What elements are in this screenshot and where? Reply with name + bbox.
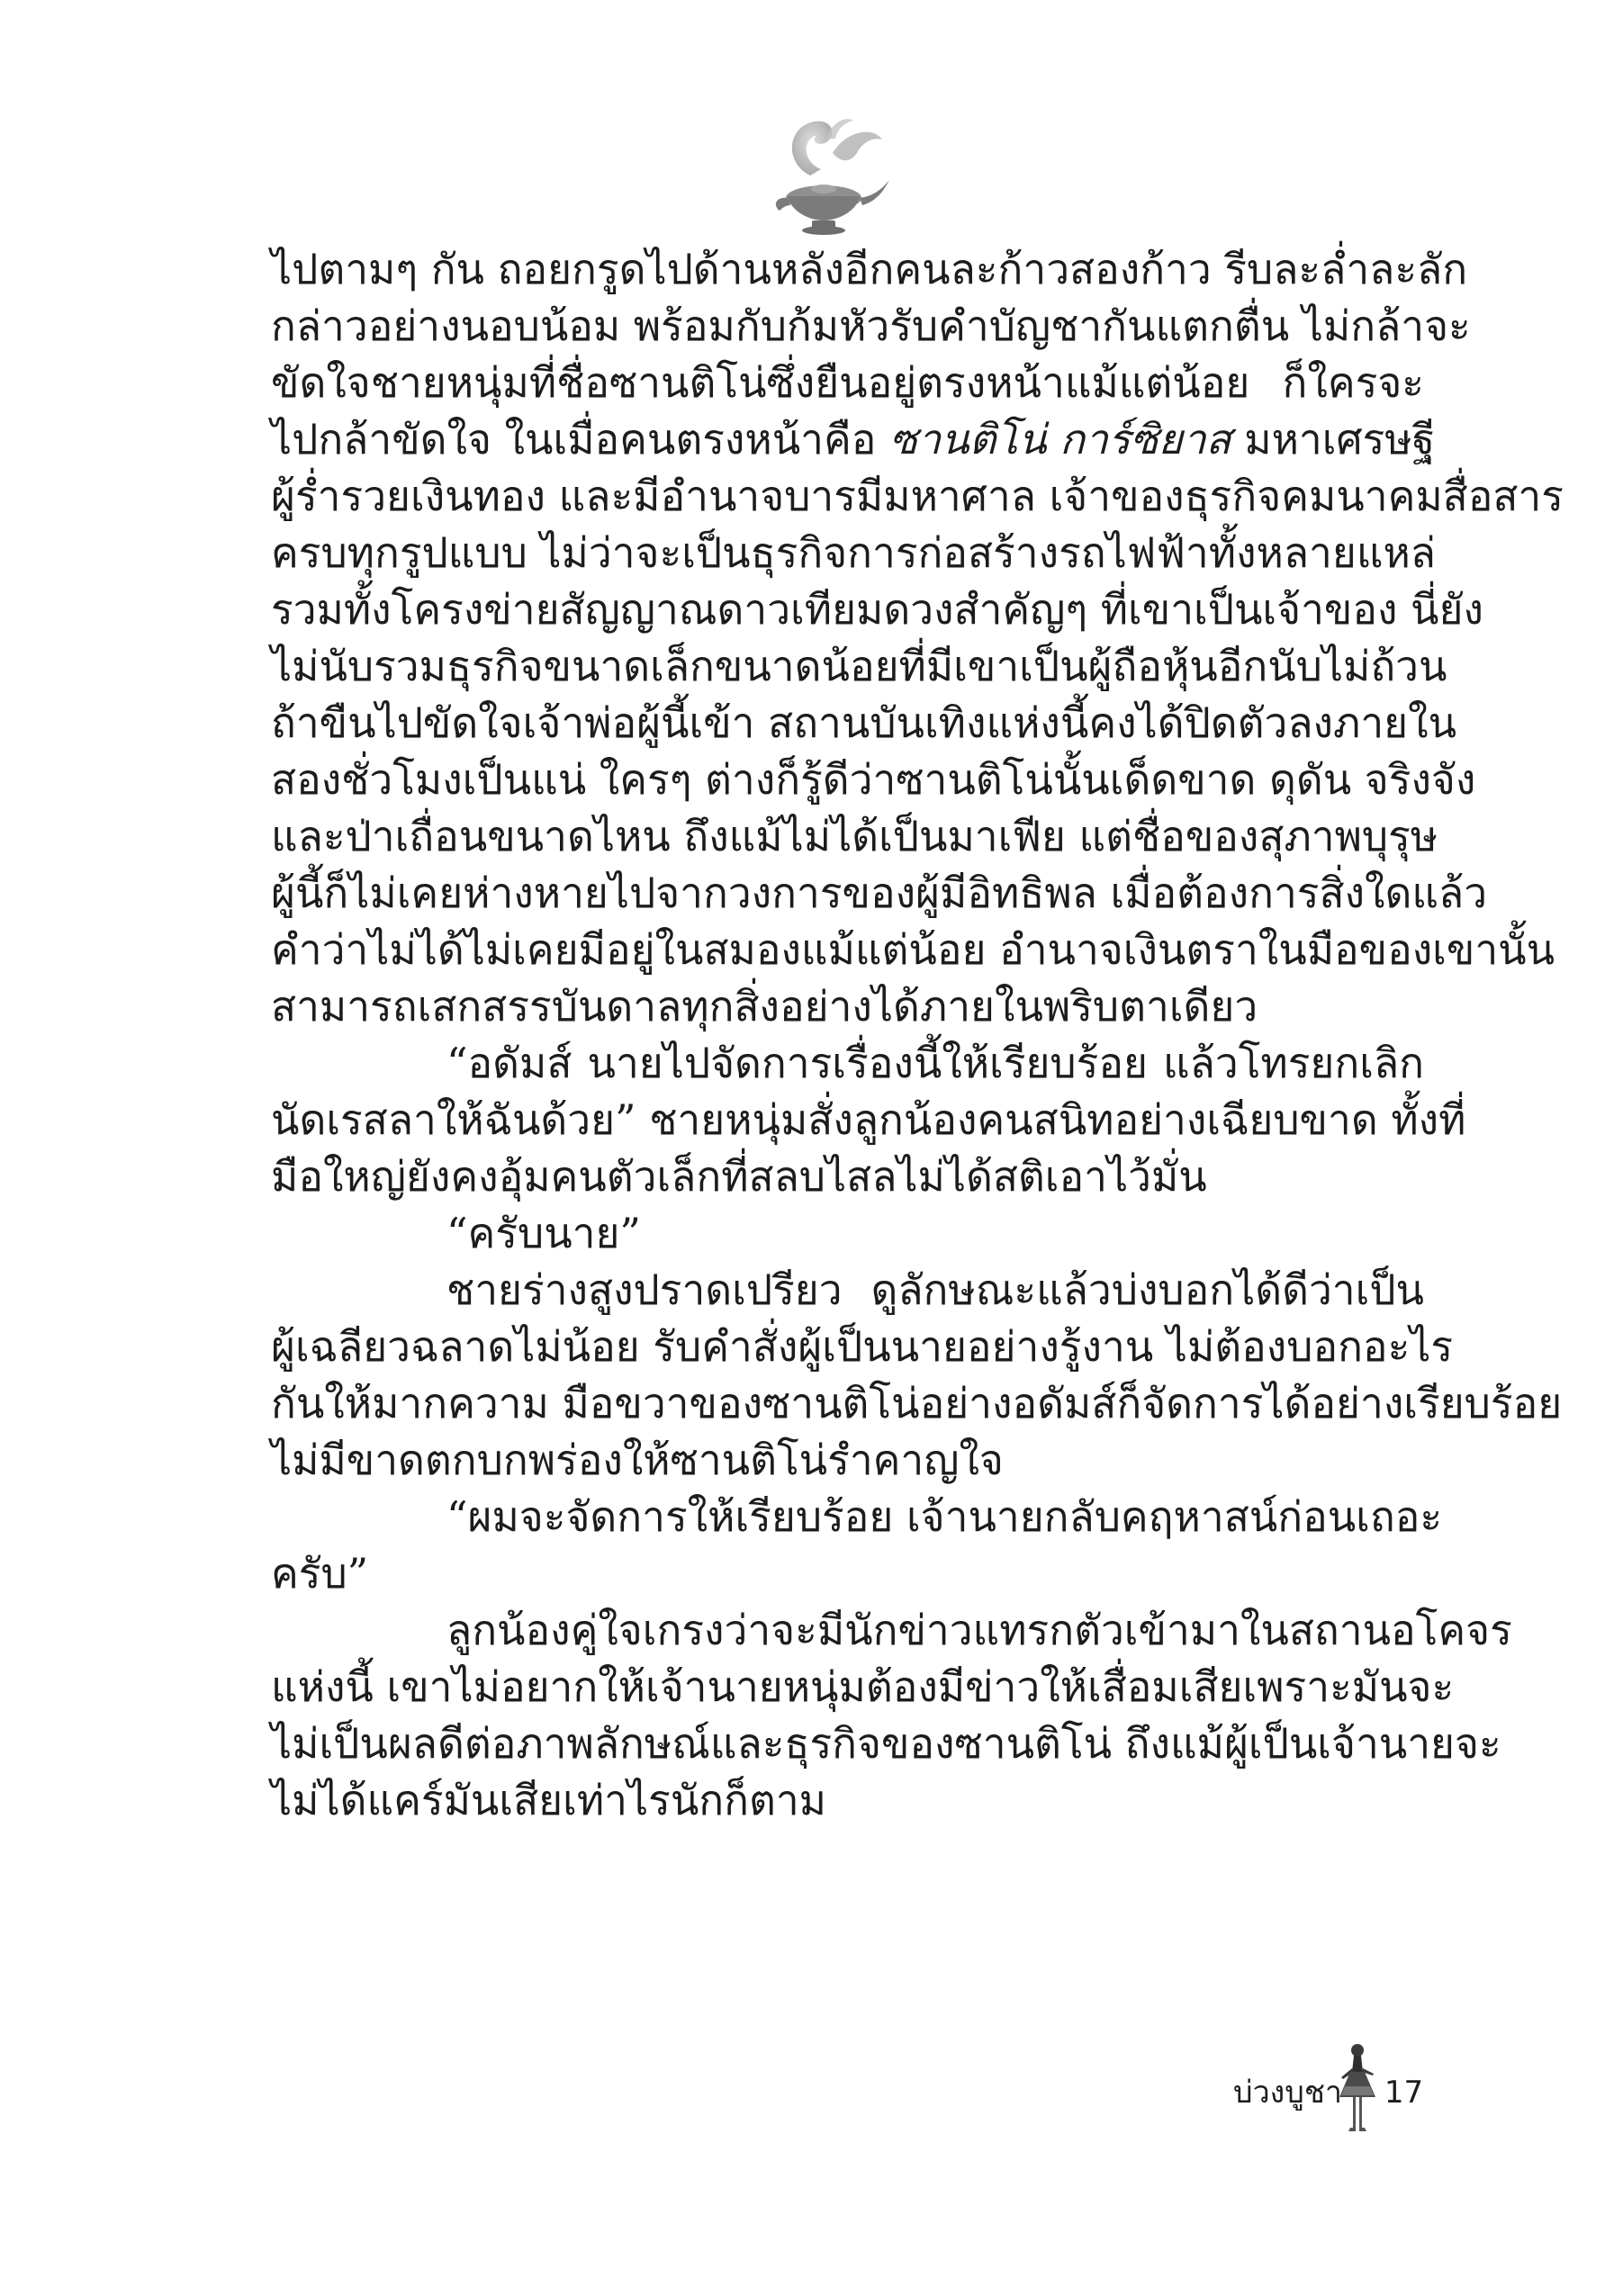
book-title: บ่วงบูชา bbox=[1233, 2075, 1343, 2111]
text-line: ไม่เป็นผลดีต่อภาพลักษณ์และธุรกิจของซานติโน่ ถึงแม้ผู้เป็นเจ้านายจะ bbox=[271, 1719, 1501, 1768]
text-line: ชายร่างสูงปราดเปรียว ดูลักษณะแล้วบ่งบอกได้ดีว่าเป็น bbox=[446, 1265, 1424, 1314]
text-line: คำว่าไม่ได้ไม่เคยมีอยู่ในสมองแม้แต่น้อย อำนาจเงินตราในมือของเขานั้น bbox=[271, 925, 1555, 974]
text-line: “ผมจะจัดการให้เรียบร้อย เจ้านายกลับคฤหาสน์ก่อนเถอะ bbox=[446, 1492, 1443, 1541]
text-line: นัดเรสลาให้ฉันด้วย” ชายหนุ่มสั่งลูกน้องคนสนิทอย่างเฉียบขาด ทั้งที่ bbox=[271, 1095, 1466, 1144]
text-line: ครบทุกรูปแบบ ไม่ว่าจะเป็นธุรกิจการก่อสร้างรถไฟฟ้าทั้งหลายแหล่ bbox=[271, 528, 1436, 577]
text-line: ครับ” bbox=[271, 1549, 369, 1598]
body-text bbox=[271, 241, 1564, 1829]
text-line: ขัดใจชายหนุ่มที่ชื่อซานติโน่ซึ่งยืนอยู่ตรงหน้าแม้แต่น้อย ก็ใครจะ bbox=[271, 358, 1424, 407]
dancer-figure-icon bbox=[1332, 2041, 1383, 2140]
genie-lamp-icon bbox=[747, 90, 900, 243]
text-line: ไม่มีขาดตกบกพร่องให้ซานติโน่รำคาญใจ bbox=[271, 1436, 1004, 1484]
text-line: กล่าวอย่างนอบน้อม พร้อมกับก้มหัวรับคำบัญชากันแตกตื่น ไม่กล้าจะ bbox=[271, 302, 1471, 350]
text-line: สามารถเสกสรรบันดาลทุกสิ่งอย่างได้ภายในพริบตาเดียว bbox=[271, 982, 1258, 1031]
text-line: สองชั่วโมงเป็นแน่ ใครๆ ต่างก็รู้ดีว่าซานติโน่นั้นเด็ดขาด ดุดัน จริงจัง bbox=[271, 755, 1476, 804]
text-line: ผู้นี้ก็ไม่เคยห่างหายไปจากวงการของผู้มีอิทธิพล เมื่อต้องการสิ่งใดแล้ว bbox=[271, 869, 1488, 917]
text-span: มหาเศรษฐี bbox=[1231, 415, 1436, 464]
italic-name: ซานติโน่ การ์ซิยาส bbox=[889, 415, 1231, 464]
text-line: ลูกน้องคู่ใจเกรงว่าจะมีนักข่าวแทรกตัวเข้ามาในสถานอโคจร bbox=[446, 1606, 1512, 1654]
page-footer bbox=[1233, 2066, 1423, 2120]
text-line: แห่งนี้ เขาไม่อยากให้เจ้านายหนุ่มต้องมีข่าวให้เสื่อมเสียเพราะมันจะ bbox=[271, 1662, 1455, 1711]
page-number: 17 bbox=[1384, 2075, 1424, 2111]
text-line: “ครับนาย” bbox=[446, 1209, 641, 1257]
text-line: มือใหญ่ยังคงอุ้มคนตัวเล็กที่สลบไสลไม่ได้สติเอาไว้มั่น bbox=[271, 1152, 1207, 1201]
text-line: ผู้ร่ำรวยเงินทอง และมีอำนาจบารมีมหาศาล เจ้าของธุรกิจคมนาคมสื่อสาร bbox=[271, 472, 1564, 520]
text-line: ไม่นับรวมธุรกิจขนาดเล็กขนาดน้อยที่มีเขาเป็นผู้ถือหุ้นอีกนับไม่ถ้วน bbox=[271, 642, 1447, 690]
text-line: และป่าเถื่อนขนาดไหน ถึงแม้ไม่ได้เป็นมาเฟีย แต่ชื่อของสุภาพบุรุษ bbox=[271, 812, 1438, 860]
text-line: “อดัมส์ นายไปจัดการเรื่องนี้ให้เรียบร้อย แล้วโทรยกเลิก bbox=[446, 1039, 1424, 1087]
text-line: ไม่ได้แคร์มันเสียเท่าไรนักก็ตาม bbox=[271, 1776, 827, 1824]
text-line: กันให้มากความ มือขวาของซานติโน่อย่างอดัมส์ก็จัดการได้อย่างเรียบร้อย bbox=[271, 1379, 1563, 1427]
text-line bbox=[271, 411, 1436, 468]
text-line: รวมทั้งโครงข่ายสัญญาณดาวเทียมดวงสำคัญๆ ที่เขาเป็นเจ้าของ นี่ยัง bbox=[271, 585, 1483, 634]
text-line: ถ้าขืนไปขัดใจเจ้าพ่อผู้นี้เข้า สถานบันเทิงแห่งนี้คงได้ปิดตัวลงภายใน bbox=[271, 698, 1457, 747]
text-line: ผู้เฉลียวฉลาดไม่น้อย รับคำสั่งผู้เป็นนายอย่างรู้งาน ไม่ต้องบอกอะไร bbox=[271, 1322, 1454, 1371]
text-span: ไปกล้าขัดใจ ในเมื่อคนตรงหน้าคือ bbox=[271, 415, 890, 464]
text-line: ไปตามๆ กัน ถอยกรูดไปด้านหลังอีกคนละก้าวสองก้าว รีบละล่ำละลัก bbox=[271, 245, 1468, 293]
